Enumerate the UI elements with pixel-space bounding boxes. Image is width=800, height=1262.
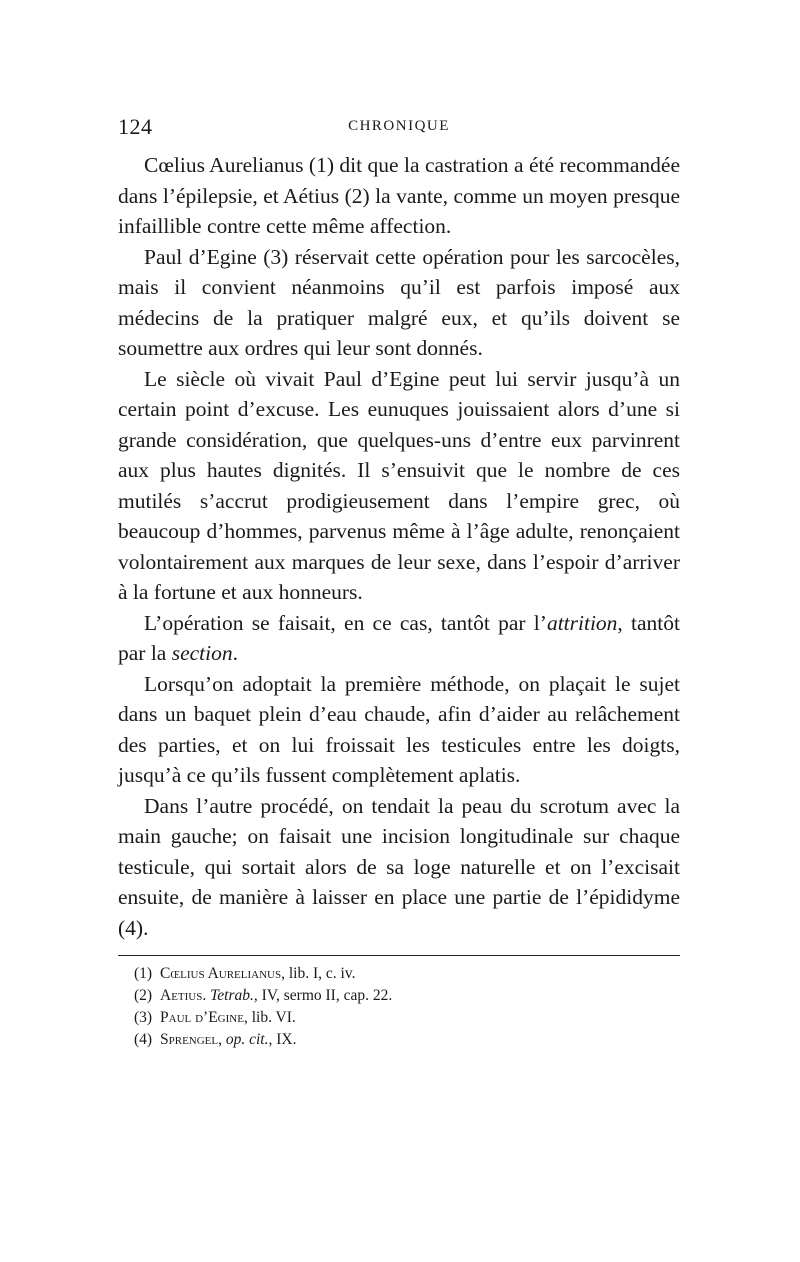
footnote-number: (1) [134, 965, 153, 982]
footnote-author: Cœlius Aurelianus [160, 965, 282, 982]
page-header [118, 114, 680, 144]
footnote [134, 985, 674, 1007]
footnote-text: , lib. VI. [243, 1009, 296, 1026]
footnote-work: Tetrab. [210, 987, 254, 1004]
paragraph-text: , tantôt par la [118, 610, 680, 665]
paragraph: Paul d’Egine (3) réservait cette opération pour les sarcocèles, mais il convient néanmoins qu’il est parfois imposé aux médecins de la pratiquer malgré eux, et qu’ils doivent se soumettre aux ordres qui leur sont donnés. [118, 244, 680, 360]
footnote-author: Aetius [160, 987, 203, 1004]
paragraph: Le siècle où vivait Paul d’Egine peut lui servir jusqu’à un certain point d’excuse. Les eunuques jouissaient alors d’une si grande considération, que quelques-uns d’entre eux parvinrent aux plus hautes dignités. Il s’ensuivit que le nombre de ces mutilés s’accrut prodigieusement dans l’empire grec, où beaucoup d’hommes, parvenus même à l’âge adulte, renonçaient volontairement aux marques de leur sexe, dans l’espoir d’arriver à la fortune et aux honneurs. [118, 366, 680, 604]
italic-term-section: section [171, 641, 233, 665]
footnotes [134, 963, 674, 1051]
footnote-number: (2) [134, 987, 153, 1004]
footnote [134, 1007, 674, 1029]
footnote-work: op. cit. [225, 1031, 269, 1048]
footnote [134, 963, 674, 985]
paragraph: Lorsqu’on adoptait la première méthode, on plaçait le sujet dans un baquet plein d’eau chaude, afin d’aider au relâchement des parties, et on lui froissait les testicules entre les doigts, jusqu’à ce qu’ils fussent complètement aplatis. [118, 671, 680, 787]
footnote-rule [118, 955, 680, 956]
footnote-number: (3) [134, 1009, 153, 1026]
footnote-text: , [218, 1031, 226, 1048]
footnote-author: Sprengel [160, 1031, 219, 1048]
footnote-text: , IV, sermo II, cap. 22. [253, 987, 393, 1004]
footnote-number: (4) [134, 1031, 153, 1048]
paragraph-text: . [232, 641, 238, 665]
paragraph [118, 608, 680, 669]
running-head: CHRONIQUE [348, 118, 450, 134]
paragraph-text: L’opération se faisait, en ce cas, tantôt par l’ [144, 610, 547, 635]
italic-term-attrition: attrition [546, 610, 618, 635]
footnote-text: . [202, 987, 211, 1004]
footnote [134, 1029, 674, 1051]
paragraph: Dans l’autre procédé, on tendait la peau du scrotum avec la main gauche; on faisait une incision longitudinale sur chaque testicule, qui sortait alors de sa loge naturelle et on l’excisait ensuite, de manière à laisser en place une partie de l’épididyme (4). [118, 793, 680, 940]
paragraph: Cœlius Aurelianus (1) dit que la castration a été recommandée dans l’épilepsie, et Aétius (2) la vante, comme un moyen presque infaillible contre cette même affection. [118, 153, 680, 238]
footnote-text: , lib. I, c. iv. [281, 965, 356, 982]
footnote-text: , IX. [268, 1031, 297, 1048]
page-number: 124 [118, 114, 153, 139]
body-text [118, 150, 680, 943]
footnote-author: Paul d’Egine [160, 1009, 244, 1026]
